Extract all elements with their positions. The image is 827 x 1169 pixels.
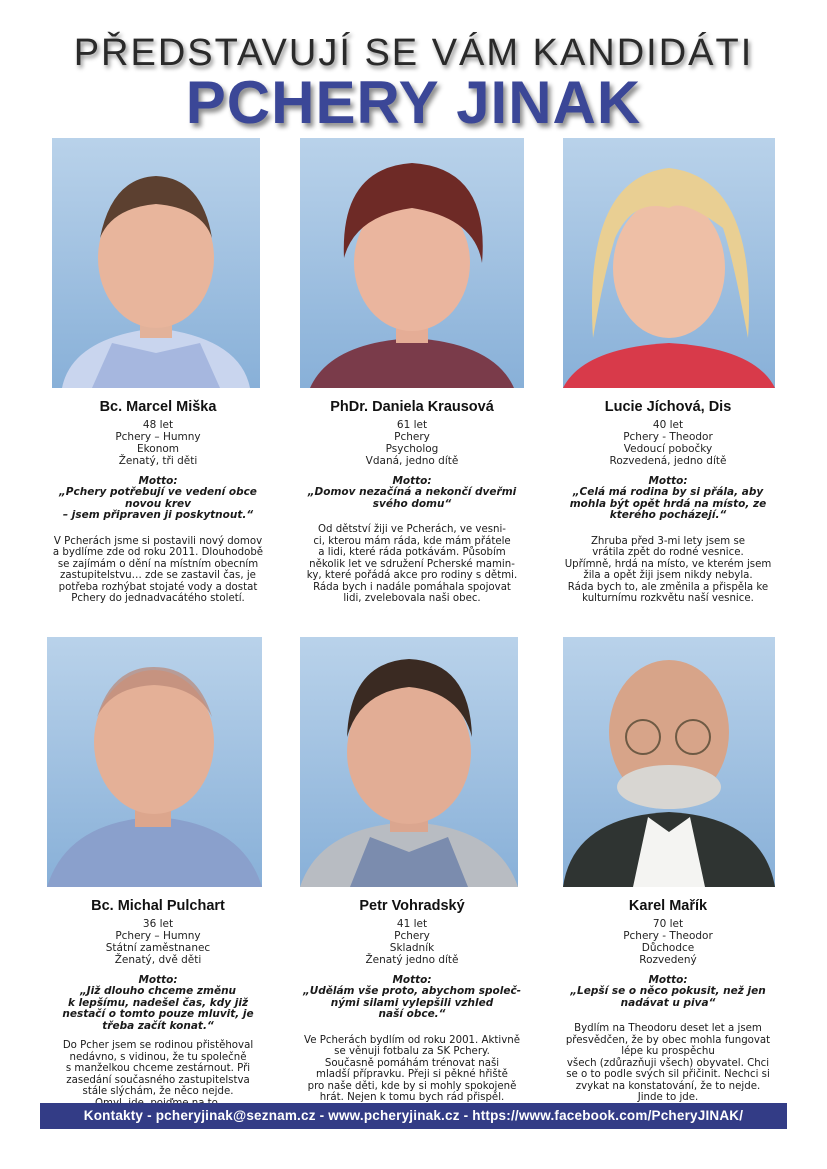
candidate-name: Bc. Michal Pulchart <box>91 898 225 914</box>
candidate-card-4 <box>27 898 289 1109</box>
candidate-bio: Bydlím na Theodoru deset let a jsem přesvědčen, že by obec mohla fungovat lépe ku prospěchu všech (zdůrazňuji všech) obyvatel. Chci se o to podle svých sil přičinit. Nechci si zvykat na konstatování, že to nejde. Jinde to jde. <box>565 1023 771 1103</box>
candidate-family: Rozvedená, jedno dítě <box>609 455 727 467</box>
candidate-info <box>537 918 799 966</box>
candidate-info <box>27 419 289 467</box>
candidate-locality: Pchery <box>394 431 430 443</box>
candidate-locality: Pchery <box>394 930 430 942</box>
motto-text: „Udělám vše proto, abychom společ- nými silami vylepšili vzhled naší obce.“ <box>302 985 522 1020</box>
photo-lucie-jichova <box>563 138 775 388</box>
candidate-bio: Do Pcher jsem se rodinou přistěhoval nedávno, s vidinou, že tu společně s manželkou chceme zestárnout. Při zasedání současného zastupitelstva stále slýchám, že něco nejde. <box>62 1040 254 1097</box>
motto-label: Motto: <box>138 475 178 487</box>
candidate-age: 41 let <box>396 918 428 930</box>
photo-michal-pulchart <box>47 637 262 887</box>
candidate-info <box>27 918 289 966</box>
candidate-locality: Pchery - Theodor <box>623 431 713 443</box>
candidate-bio: Zhruba před 3-mi lety jsem se vrátila zpět do rodné vesnice. Upřímně, hrdá na místo, ve kterém jsem žila a opět žiji jsem nikdy nebyla. Ráda bych to, ale změnila a přispěla ke kulturnímu rozkvětu naší vesnice. <box>564 535 772 604</box>
photo-marcel-miska <box>52 138 260 388</box>
candidate-age: 61 let <box>396 419 428 431</box>
candidate-card-3 <box>537 399 799 605</box>
candidate-card-2 <box>281 399 543 605</box>
header-title: PCHERY JINAK <box>185 69 642 136</box>
candidate-occupation: Vedoucí pobočky <box>623 443 713 455</box>
candidate-card-5 <box>281 898 543 1104</box>
header-subtitle: PŘEDSTAVUJÍ SE VÁM KANDIDÁTI <box>73 32 754 74</box>
photo-petr-vohradsky <box>300 637 518 887</box>
motto-text: „Celá má rodina by si přála, aby mohla být opět hrdá na místo, ze kterého pocházejí.“ <box>569 486 767 521</box>
candidate-bio: Od dětství žiji ve Pcherách, ve vesni- ci, kterou mám ráda, kde mám přátele a lidi, které ráda potkávám. Působím několik let ve sdružení Pcherské mamin- ky, které pořádá akce pro rodiny s dětmi. Ráda bych i nadále pomáhala spojovat lidi, zvelebovala naši obec. <box>306 524 518 604</box>
candidate-info <box>281 918 543 966</box>
candidate-bio: Ve Pcherách bydlím od roku 2001. Aktivně se věnuji fotbalu za SK Pchery. Současně pomáhám trénovat naši mladší přípravku. Přeji si pěkné hřiště pro naše děti, kde by si mohly spokojeně hrát. Nejen k tomu bych rád přispěl. <box>304 1034 520 1103</box>
candidate-age: 40 let <box>652 419 684 431</box>
candidate-age: 70 let <box>652 918 684 930</box>
motto-text: „Domov nezačíná a nekončí dveřmi svého domu“ <box>307 486 517 510</box>
candidate-info <box>281 419 543 467</box>
candidate-occupation: Důchodce <box>641 942 695 954</box>
candidate-locality: Pchery – Humny <box>115 431 201 443</box>
motto-text: „Pchery potřebují ve vedení obce novou krev – jsem připraven ji poskytnout.“ <box>59 486 257 521</box>
candidate-occupation: Psycholog <box>385 443 439 455</box>
candidate-family: Ženatý jedno dítě <box>365 954 459 966</box>
candidate-family: Ženatý, dvě děti <box>114 954 202 966</box>
candidate-occupation: Ekonom <box>136 443 180 455</box>
photo-karel-marik <box>563 637 775 887</box>
candidate-family: Ženatý, tři děti <box>118 455 198 467</box>
photo-daniela-krausova <box>300 138 524 388</box>
motto-label: Motto: <box>138 974 178 986</box>
candidate-name: Karel Mařík <box>628 898 708 914</box>
motto-label: Motto: <box>392 974 432 986</box>
candidate-age: 36 let <box>142 918 174 930</box>
candidate-name: Bc. Marcel Miška <box>99 399 217 415</box>
contacts-footer[interactable]: Kontakty - pcheryjinak@seznam.cz - www.pcheryjinak.cz - https://www.facebook.com/PcheryJINAK/ <box>40 1103 787 1129</box>
candidate-occupation: Skladník <box>389 942 435 954</box>
motto-label: Motto: <box>648 475 688 487</box>
candidate-name: Lucie Jíchová, Dis <box>604 399 732 415</box>
candidate-locality: Pchery - Theodor <box>623 930 713 942</box>
candidate-name: PhDr. Daniela Krausová <box>330 399 494 415</box>
candidate-card-1 <box>27 399 289 605</box>
candidate-info <box>537 419 799 467</box>
candidate-bio: V Pcherách jsme si postavili nový domov a bydlíme zde od roku 2011. Dlouhodobě se zajímám o dění na místním obecním zastupitelstvu… zde se zastavil čas, je potřeba rozhýbat stojaté vody a dostat Pchery do jednadvacátého století. <box>52 535 264 604</box>
candidate-age: 48 let <box>142 419 174 431</box>
candidate-occupation: Státní zaměstnanec <box>105 942 211 954</box>
candidate-name: Petr Vohradský <box>359 898 465 914</box>
motto-label: Motto: <box>648 974 688 986</box>
candidate-card-6 <box>537 898 799 1104</box>
candidate-locality: Pchery – Humny <box>115 930 201 942</box>
candidate-family: Vdaná, jedno dítě <box>365 455 459 467</box>
motto-text: „Lepší se o něco pokusit, než jen nadávat u piva“ <box>570 985 766 1009</box>
candidate-family: Rozvedený <box>639 954 697 966</box>
motto-text: „Již dlouho chceme změnu k lepšímu, nadešel čas, kdy již nestačí o tomto pouze mluvit, je třeba začít konat.“ <box>62 985 254 1032</box>
motto-label: Motto: <box>392 475 432 487</box>
